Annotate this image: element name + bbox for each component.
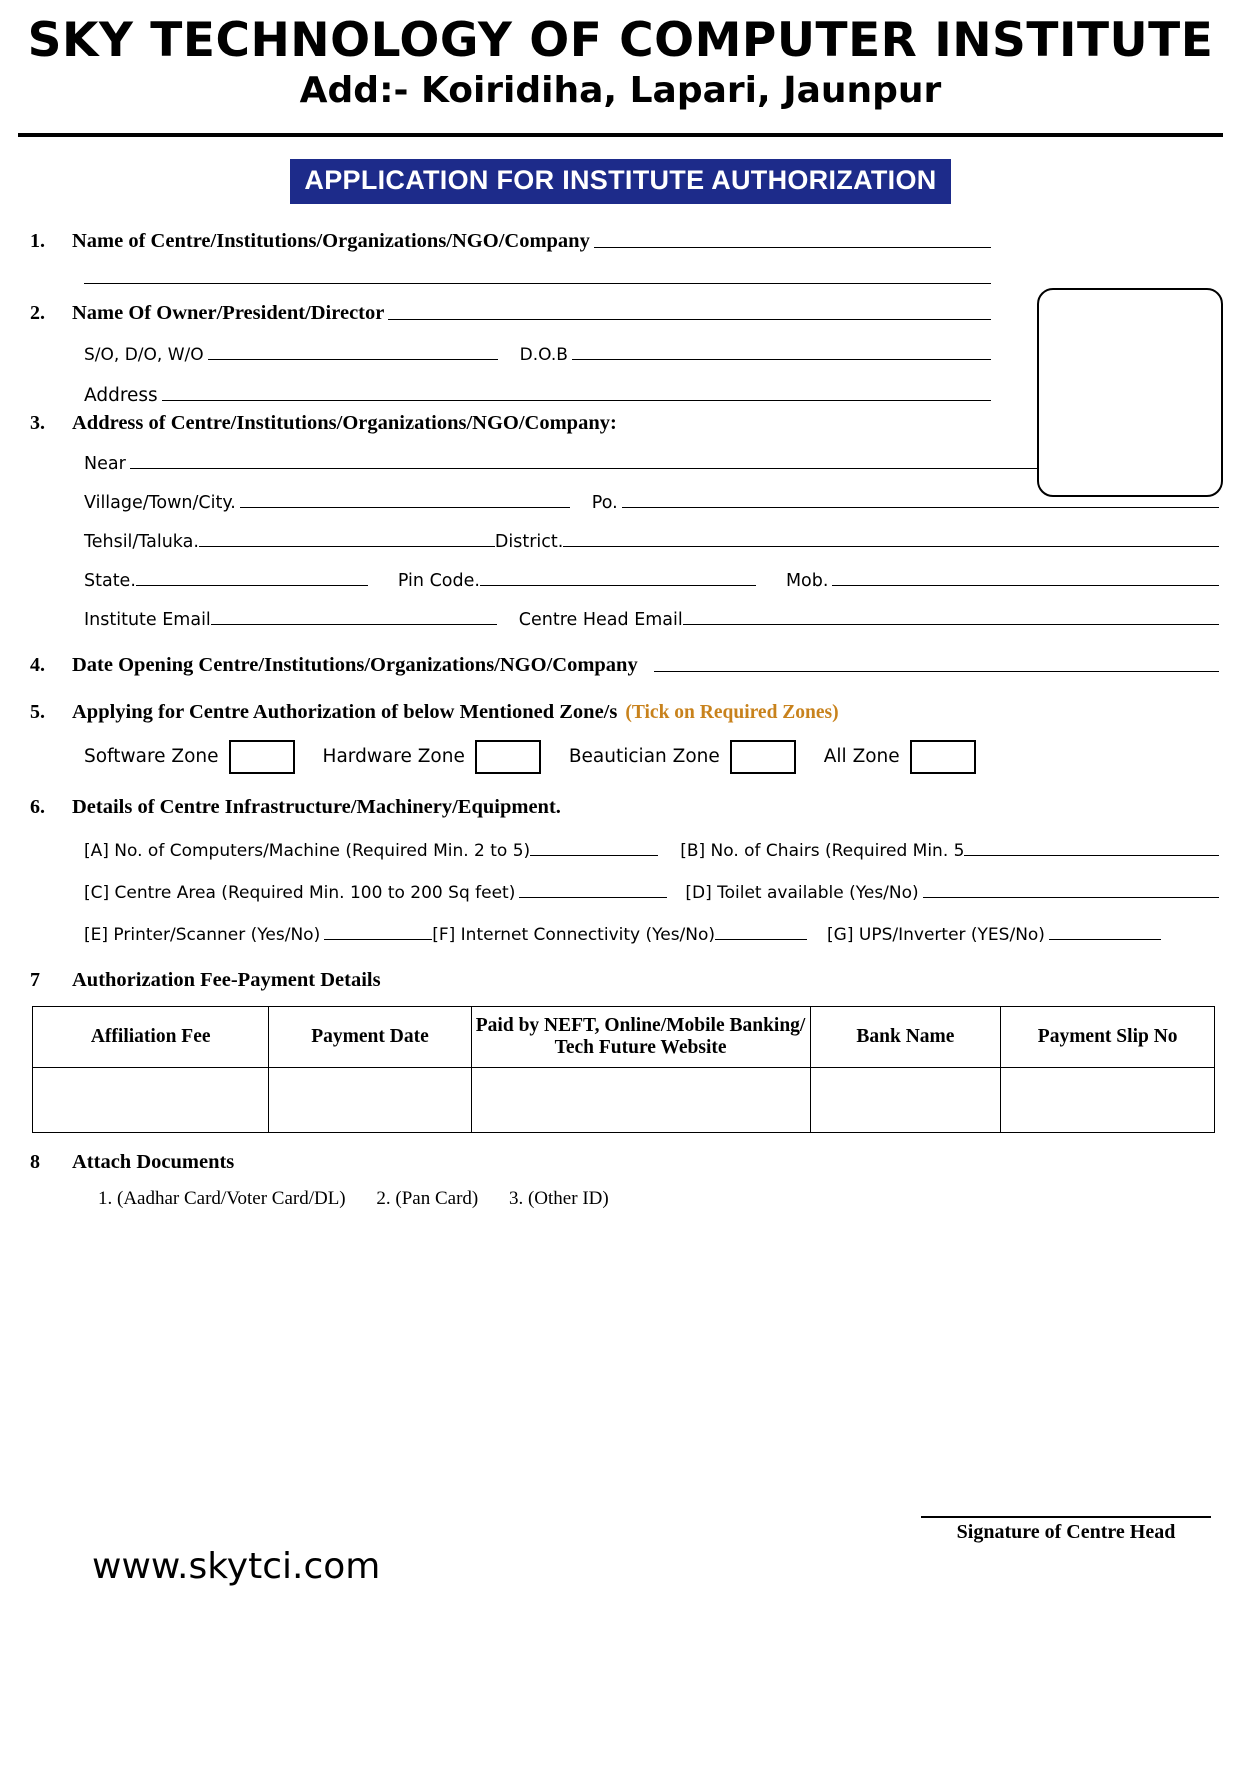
- infra-label-f: [F] Internet Connectivity (Yes/No): [432, 924, 716, 945]
- form-title-banner: APPLICATION FOR INSTITUTE AUTHORIZATION: [290, 159, 950, 204]
- state-row: [18, 571, 1223, 591]
- infra-input-g[interactable]: [1049, 938, 1161, 940]
- centre-head-email-input[interactable]: [683, 623, 1219, 625]
- infra-label-g: [G] UPS/Inverter (YES/No): [827, 924, 1045, 945]
- question-4: [18, 654, 1223, 677]
- column-payment-date: Payment Date: [269, 1006, 471, 1067]
- zone-checkbox-group: [18, 740, 1223, 774]
- infra-input-c[interactable]: [519, 896, 667, 898]
- question-8-number: 8: [30, 1150, 40, 1173]
- question-6-label: Details of Centre Infrastructure/Machinery/Equipment.: [72, 795, 561, 818]
- address-label: Address: [84, 384, 158, 406]
- question-3-number: 3.: [30, 411, 45, 434]
- question-8-label: Attach Documents: [72, 1150, 235, 1173]
- near-label: Near: [84, 453, 126, 474]
- cell-payment-date[interactable]: [269, 1067, 471, 1132]
- zone-checkbox-all[interactable]: [910, 740, 976, 774]
- question-5-number: 5.: [30, 700, 45, 723]
- document-item-1: 1. (Aadhar Card/Voter Card/DL): [98, 1187, 346, 1209]
- tehsil-input[interactable]: [199, 545, 495, 547]
- zone-label-software: Software Zone: [84, 746, 219, 768]
- signature-of-centre-head: Signature of Centre Head: [921, 1516, 1211, 1544]
- document-item-3: 3. (Other ID): [508, 1187, 609, 1209]
- question-1: [18, 230, 1223, 284]
- column-affiliation-fee: Affiliation Fee: [33, 1006, 269, 1067]
- infra-input-a[interactable]: [530, 854, 658, 856]
- question-4-label: Date Opening Centre/Institutions/Organizations/NGO/Company: [72, 653, 638, 676]
- centre-head-email-label: Centre Head Email: [518, 609, 683, 630]
- pincode-input[interactable]: [480, 584, 756, 586]
- so-do-wo-label: S/O, D/O, W/O: [84, 344, 204, 365]
- district-label: District.: [494, 531, 564, 552]
- zone-checkbox-hardware[interactable]: [475, 740, 541, 774]
- zone-checkbox-software[interactable]: [229, 740, 295, 774]
- cell-payment-slip-no[interactable]: [1001, 1067, 1215, 1132]
- payment-details-table: [32, 1006, 1215, 1133]
- institute-email-label: Institute Email: [84, 609, 211, 630]
- question-6-number: 6.: [30, 795, 45, 818]
- document-item-2: 2. (Pan Card): [376, 1187, 479, 1209]
- header-divider: [18, 133, 1223, 137]
- website-url[interactable]: www.skytci.com: [92, 1546, 381, 1587]
- column-payment-mode: Paid by NEFT, Online/Mobile Banking/ Tech Future Website: [471, 1006, 810, 1067]
- so-do-wo-input[interactable]: [208, 358, 498, 360]
- question-8: [18, 1151, 1223, 1210]
- question-2-label: Name Of Owner/President/Director: [72, 301, 385, 324]
- infra-input-f[interactable]: [715, 938, 807, 940]
- mobile-input[interactable]: [832, 584, 1219, 586]
- village-label: Village/Town/City.: [84, 492, 236, 513]
- infra-input-d[interactable]: [923, 896, 1219, 898]
- zone-label-all: All Zone: [823, 746, 900, 768]
- institute-email-input[interactable]: [211, 623, 497, 625]
- dob-input[interactable]: [572, 358, 991, 360]
- question-4-number: 4.: [30, 653, 45, 676]
- table-header-row: [33, 1006, 1215, 1067]
- infra-row-ab: [18, 841, 1223, 861]
- question-2-number: 2.: [30, 301, 45, 324]
- zone-label-hardware: Hardware Zone: [322, 746, 465, 768]
- state-label: State.: [84, 570, 136, 591]
- question-3-label: Address of Centre/Institutions/Organizations/NGO/Company:: [72, 411, 617, 434]
- application-form-page: [0, 13, 1241, 1771]
- cell-payment-mode[interactable]: [471, 1067, 810, 1132]
- cell-affiliation-fee[interactable]: [33, 1067, 269, 1132]
- cell-bank-name[interactable]: [810, 1067, 1001, 1132]
- state-input[interactable]: [136, 584, 368, 586]
- village-input[interactable]: [240, 506, 570, 508]
- infra-label-c: [C] Centre Area (Required Min. 100 to 200 Sq feet): [84, 882, 516, 903]
- infra-label-a: [A] No. of Computers/Machine (Required Min. 2 to 5): [84, 840, 531, 861]
- email-row: [18, 610, 1223, 630]
- pincode-label: Pin Code.: [397, 570, 480, 591]
- mobile-label: Mob.: [785, 570, 829, 591]
- infra-label-d: [D] Toilet available (Yes/No): [685, 882, 919, 903]
- po-input[interactable]: [622, 506, 1219, 508]
- photo-placeholder-box[interactable]: [1037, 288, 1223, 497]
- infra-label-e: [E] Printer/Scanner (Yes/No): [84, 924, 321, 945]
- tehsil-label: Tehsil/Taluka.: [84, 531, 199, 552]
- zone-checkbox-beautician[interactable]: [730, 740, 796, 774]
- column-bank-name: Bank Name: [810, 1006, 1001, 1067]
- organization-title: SKY TECHNOLOGY OF COMPUTER INSTITUTE: [27, 13, 1214, 68]
- question-7: [18, 969, 1223, 1133]
- question-6: [18, 796, 1223, 945]
- tehsil-row: [18, 532, 1223, 552]
- po-label: Po.: [591, 492, 618, 513]
- address-input[interactable]: [162, 399, 991, 401]
- column-payment-slip-no: Payment Slip No: [1001, 1006, 1215, 1067]
- question-4-input[interactable]: [654, 670, 1219, 672]
- question-7-number: 7: [30, 968, 40, 991]
- form-banner-wrap: [18, 159, 1223, 204]
- table-row: [33, 1067, 1215, 1132]
- infra-row-efg: [18, 925, 1223, 945]
- question-2-name-input[interactable]: [388, 318, 991, 320]
- question-1-input-line-2[interactable]: [84, 253, 991, 284]
- village-row: [18, 493, 1223, 513]
- question-5-label: Applying for Centre Authorization of below Mentioned Zone/s: [72, 700, 618, 723]
- question-1-number: 1.: [30, 229, 45, 252]
- infra-input-b[interactable]: [964, 854, 1219, 856]
- question-7-label: Authorization Fee-Payment Details: [72, 968, 381, 991]
- dob-label: D.O.B: [519, 344, 568, 365]
- infra-row-cd: [18, 883, 1223, 903]
- infra-label-b: [B] No. of Chairs (Required Min. 5: [680, 840, 965, 861]
- organization-address: Add:- Koiridiha, Lapari, Jaunpur: [299, 70, 942, 112]
- question-5-note: (Tick on Required Zones): [625, 701, 839, 723]
- question-1-label: Name of Centre/Institutions/Organizations/NGO/Company: [72, 229, 590, 252]
- question-1-input-line-1[interactable]: [594, 246, 991, 248]
- district-input[interactable]: [563, 545, 1219, 547]
- infra-input-e[interactable]: [324, 938, 432, 940]
- attach-documents-list: [18, 1188, 1223, 1210]
- question-5: [18, 701, 1223, 774]
- zone-label-beautician: Beautician Zone: [568, 746, 720, 768]
